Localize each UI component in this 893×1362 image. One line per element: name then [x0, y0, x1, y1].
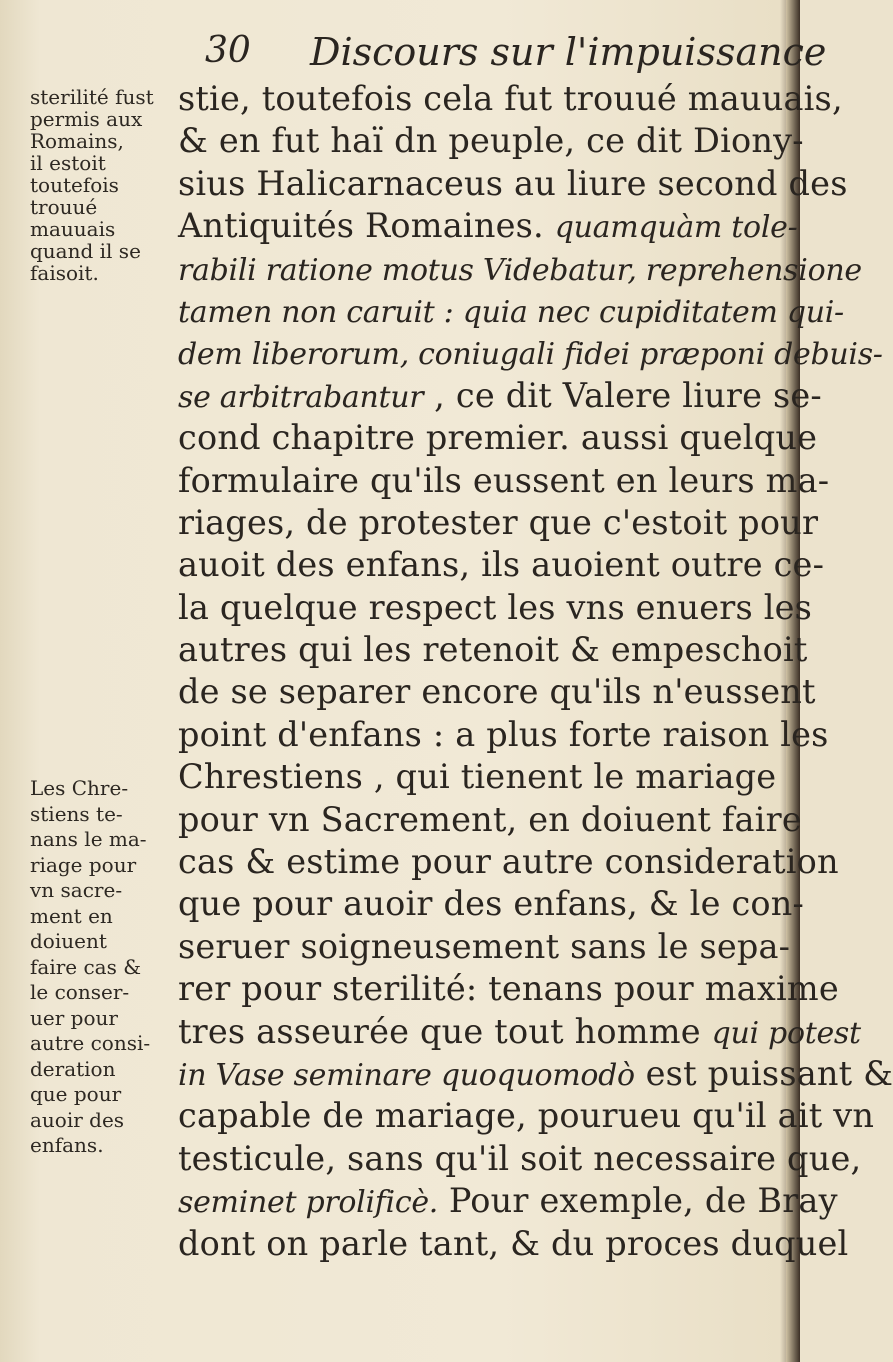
- text-line: [178, 205, 798, 247]
- page-number: 30: [205, 30, 251, 71]
- text-segment: formulaire qu'ils eussent en leurs ma-: [178, 460, 830, 500]
- text-line: [178, 417, 818, 459]
- text-line: [178, 375, 822, 417]
- margin-note-line: le conser-: [30, 980, 130, 1004]
- text-segment: rer pour sterilité: tenans pour maxime: [178, 969, 839, 1009]
- italic-latin-text: qui potest: [711, 1015, 861, 1051]
- text-line: [178, 120, 804, 162]
- text-segment: la quelque respect les vns enuers les: [178, 587, 813, 627]
- text-line: [178, 671, 816, 713]
- text-segment: Chrestiens , qui tienent le mariage: [178, 757, 777, 797]
- text-line: [178, 714, 829, 756]
- text-segment: tres asseurée que tout homme: [178, 1011, 712, 1051]
- text-line: [178, 544, 825, 586]
- text-segment: riages, de protester que c'estoit pour: [178, 502, 819, 542]
- text-segment: Pour exemple, de Bray: [438, 1181, 838, 1221]
- text-segment: que pour auoir des enfans, & le con-: [178, 884, 805, 924]
- text-segment: dont on parle tant, & du proces duquel: [178, 1223, 849, 1263]
- text-segment: & en fut haï dn peuple, ce dit Diony-: [178, 121, 804, 161]
- margin-note-line: nans le ma-: [30, 827, 147, 851]
- text-segment: de se separer encore qu'ils n'eussent: [178, 672, 816, 712]
- text-segment: cond chapitre premier. aussi quelque: [178, 418, 818, 458]
- text-line: [178, 78, 843, 120]
- text-segment: est puissant &: [634, 1053, 893, 1093]
- margin-note-2: [30, 776, 175, 1159]
- text-line: [178, 968, 839, 1010]
- text-segment: pour vn Sacrement, en doiuent faire: [178, 799, 802, 839]
- text-segment: auoit des enfans, ils auoient outre ce-: [178, 545, 825, 585]
- margin-note-line: quand il se: [30, 239, 141, 263]
- italic-latin-text: tamen non caruit : quia nec cupiditatem qui-: [178, 294, 844, 330]
- margin-note-line: doiuent: [30, 929, 107, 953]
- margin-note-line: mauuais: [30, 217, 116, 241]
- text-line: [178, 163, 848, 205]
- text-line: [178, 332, 883, 374]
- text-segment: autres qui les retenoit & empeschoit: [178, 630, 808, 670]
- italic-latin-text: se arbitrabantur: [178, 379, 424, 415]
- margin-note-line: stiens te-: [30, 801, 123, 826]
- text-line: [178, 799, 802, 841]
- margin-note-line: uer pour: [30, 1005, 118, 1030]
- margin-note-line: faisoit.: [30, 261, 99, 285]
- margin-note-line: Les Chre-: [30, 776, 129, 800]
- text-line: [178, 1095, 875, 1137]
- text-line: [178, 290, 844, 332]
- text-line: [178, 502, 819, 544]
- italic-latin-text: seminet prolificè.: [178, 1185, 439, 1221]
- text-line: [178, 841, 839, 883]
- margin-note-line: autre consi-: [30, 1031, 151, 1055]
- margin-note-line: toutefois: [30, 173, 119, 197]
- italic-latin-text: in Vase seminare quoquomodò: [178, 1057, 635, 1093]
- margin-note-line: auoir des: [30, 1107, 125, 1132]
- margin-note-line: riage pour: [30, 852, 137, 877]
- text-line: [178, 1180, 838, 1222]
- margin-note-line: vn sacre-: [30, 878, 123, 902]
- text-segment: capable de mariage, pourueu qu'il ait vn: [178, 1096, 875, 1136]
- margin-note-line: enfans.: [30, 1133, 104, 1157]
- margin-note-line: sterilité fust: [30, 85, 154, 109]
- text-segment: Antiquités Romaines.: [178, 206, 555, 246]
- margin-note-line: faire cas &: [30, 954, 142, 979]
- margin-note-line: deration: [30, 1056, 116, 1081]
- margin-note-line: trouué: [30, 195, 98, 219]
- margin-note-line: Romains,: [30, 129, 124, 153]
- text-line: [178, 883, 805, 925]
- body-text: [178, 78, 893, 1265]
- text-segment: cas & estime pour autre consideration: [178, 842, 839, 882]
- text-segment: testicule, sans qu'il soit necessaire que,: [178, 1138, 862, 1178]
- text-line: [178, 460, 830, 502]
- text-line: [178, 1011, 861, 1053]
- text-line: [178, 1138, 862, 1180]
- text-line: [178, 926, 790, 968]
- text-line: [178, 248, 862, 290]
- italic-latin-text: quamquàm tole-: [554, 210, 798, 246]
- margin-note-line: que pour: [30, 1082, 122, 1106]
- text-segment: , ce dit Valere liure se-: [423, 375, 822, 415]
- text-line: [178, 1053, 893, 1095]
- text-segment: point d'enfans : a plus forte raison les: [178, 714, 829, 754]
- italic-latin-text: rabili ratione motus Videbatur, reprehensione: [178, 252, 862, 288]
- text-segment: seruer soigneusement sans le sepa-: [178, 926, 791, 966]
- text-line: [178, 587, 813, 629]
- page-header: [195, 30, 827, 74]
- italic-latin-text: dem liberorum, coniugali fidei præponi debuis-: [178, 337, 883, 373]
- text-segment: sius Halicarnaceus au liure second des: [178, 163, 848, 203]
- text-segment: stie, toutefois cela fut trouué mauuais,: [178, 79, 843, 118]
- text-line: [178, 1223, 849, 1265]
- running-title: Discours sur l'impuissance: [310, 30, 827, 74]
- margin-note-line: il estoit: [30, 151, 106, 175]
- margin-note-1: [30, 86, 175, 284]
- margin-note-line: permis aux: [30, 107, 143, 131]
- text-line: [178, 629, 808, 671]
- text-line: [178, 756, 790, 798]
- margin-note-line: ment en: [30, 903, 113, 928]
